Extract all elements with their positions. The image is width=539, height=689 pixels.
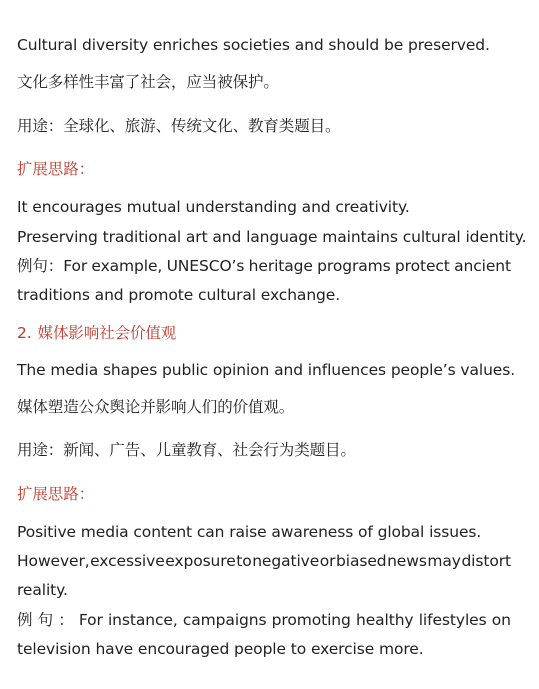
example-label-char: 例: [17, 611, 33, 629]
word: UNESCO’s: [166, 257, 245, 275]
expand-heading: 扩展思路：: [17, 160, 95, 178]
example-sentence-line: television have encouraged people to exercise more.: [17, 640, 424, 658]
example-label-char: ：: [58, 611, 74, 629]
word: ancient: [454, 257, 511, 275]
sentence-english: The media shapes public opinion and influences people’s values.: [17, 361, 516, 379]
section-title-text: 媒体影响社会价值观: [37, 324, 177, 342]
word: biased: [336, 552, 387, 570]
expand-heading: 扩展思路：: [17, 485, 95, 503]
usage-line: 用途：新闻、广告、儿童教育、社会行为类题目。: [17, 441, 356, 459]
word: exposure: [165, 552, 236, 570]
word: heritage: [248, 257, 313, 275]
word: instance,: [107, 611, 178, 629]
expand-point: Preserving traditional art and language maintains cultural identity.: [17, 228, 527, 246]
sentence-english: Cultural diversity enriches societies and should be preserved.: [17, 36, 490, 54]
word: campaigns: [182, 611, 267, 629]
word: news: [387, 552, 427, 570]
word: on: [491, 611, 511, 629]
word: may: [427, 552, 461, 570]
expand-point: It encourages mutual understanding and creativity.: [17, 198, 410, 216]
word: excessive: [90, 552, 165, 570]
usage-line: 用途：全球化、旅游、传统文化、教育类题目。: [17, 117, 341, 135]
expand-point-line: [17, 551, 511, 571]
sentence-chinese: 文化多样性丰富了社会，应当被保护。: [17, 73, 279, 91]
example-sentence-line: [17, 610, 511, 630]
word: or: [319, 552, 336, 570]
sentence-chinese: 媒体塑造公众舆论并影响人们的价值观。: [17, 398, 295, 416]
word: healthy: [355, 611, 414, 629]
example-sentence-line: traditions and promote cultural exchange.: [17, 286, 341, 304]
word: For: [78, 611, 103, 629]
section-number: 2.: [17, 324, 32, 342]
example-label-char: 句: [37, 611, 54, 629]
word: example,: [91, 257, 163, 275]
word: to: [236, 552, 252, 570]
expand-point-line: reality.: [17, 581, 68, 599]
word: programs: [317, 257, 391, 275]
word: However,: [17, 552, 90, 570]
example-label: 例句：For: [17, 257, 88, 275]
example-sentence-line: [17, 256, 511, 276]
word: lifestyles: [418, 611, 487, 629]
word: distort: [461, 552, 511, 570]
word: promoting: [271, 611, 351, 629]
word: protect: [394, 257, 450, 275]
word: negative: [252, 552, 320, 570]
section-title: [17, 323, 511, 343]
expand-point: Positive media content can raise awareness of global issues.: [17, 523, 482, 541]
